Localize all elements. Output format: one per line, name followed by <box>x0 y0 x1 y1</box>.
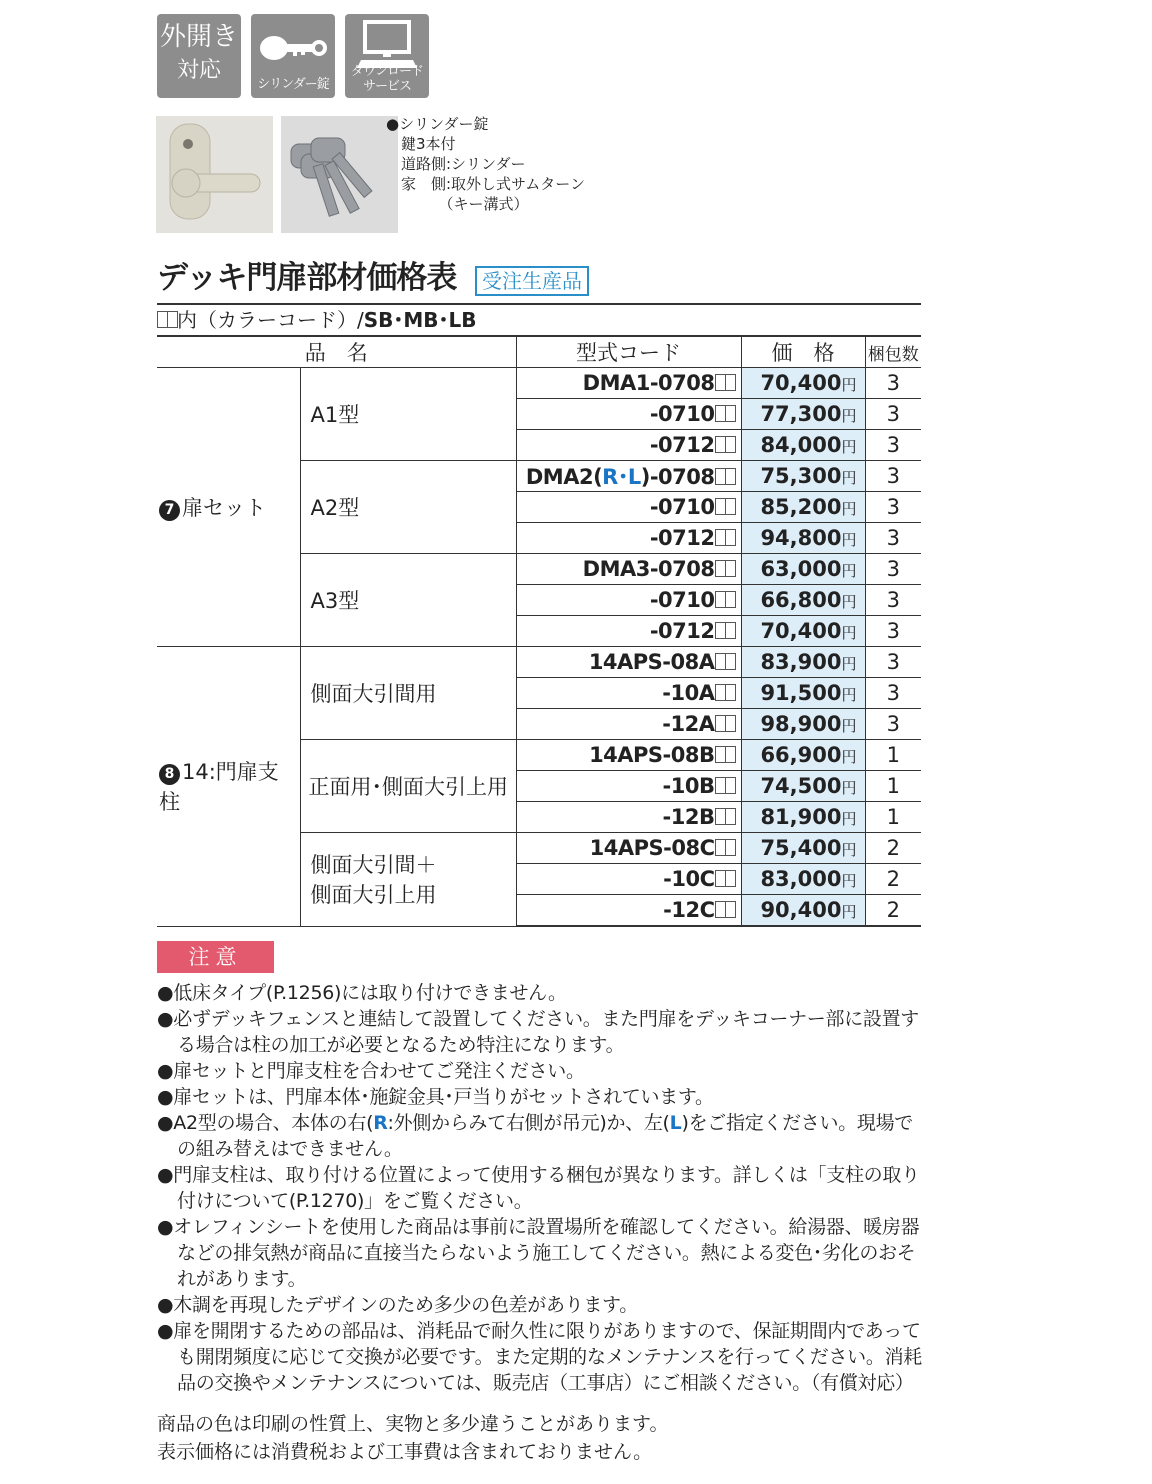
qty-cell: 2 <box>865 833 921 864</box>
qty-cell: 3 <box>865 368 921 399</box>
group-number: 7 <box>159 500 180 521</box>
outward-opening-badge <box>157 14 241 98</box>
header-name: 品 名 <box>157 336 516 368</box>
color-code-note <box>157 306 477 334</box>
color-codes: SB･MB･LB <box>363 308 477 332</box>
group-label: 14:門扉支柱 <box>159 760 279 815</box>
qty-cell: 2 <box>865 864 921 895</box>
price-cell: 85,200円 <box>741 492 865 523</box>
sub-both-line2: 側面大引上用 <box>310 883 437 908</box>
note-item: ●門扉支柱は、取り付ける位置によって使用する梱包が異なります。詳しくは「支柱の取り付けについて(P.1270)」をご覧ください。 <box>157 1164 920 1212</box>
price-cell: 84,000円 <box>741 430 865 461</box>
keys-photo <box>281 116 398 233</box>
price-cell: 83,900円 <box>741 647 865 678</box>
qty-cell: 3 <box>865 709 921 740</box>
model-code: -0710 <box>516 585 741 616</box>
table-header-row <box>157 336 921 368</box>
price-cell: 66,800円 <box>741 585 865 616</box>
model-code: -10B <box>516 771 741 802</box>
cylinder-lock-badge <box>251 14 335 98</box>
qty-cell: 3 <box>865 492 921 523</box>
note-item: ●木調を再現したデザインのため多少の色差があります。 <box>157 1294 638 1316</box>
group-gate-post <box>157 647 300 927</box>
model-code: -0710 <box>516 492 741 523</box>
spec-line: （キー溝式） <box>386 195 529 213</box>
sub-a2: A2型 <box>300 461 516 554</box>
price-cell: 94,800円 <box>741 523 865 554</box>
model-code: 14APS-08B <box>516 740 741 771</box>
spec-line: 家 側:取外し式サムターン <box>386 175 586 193</box>
note-item: ●必ずデッキフェンスと連結して設置してください。また門扉をデッキコーナー部に設置する場合は柱の加工が必要となるため特注になります。 <box>157 1008 920 1056</box>
model-code: -0712 <box>516 430 741 461</box>
qty-cell: 3 <box>865 554 921 585</box>
group-label: 扉セット <box>182 496 266 520</box>
spec-line: 道路側:シリンダー <box>386 155 526 173</box>
model-code: -12B <box>516 802 741 833</box>
sub-side: 側面大引間用 <box>300 647 516 740</box>
sub-both <box>300 833 516 927</box>
price-cell: 81,900円 <box>741 802 865 833</box>
model-code: -12A <box>516 709 741 740</box>
model-code: -0710 <box>516 399 741 430</box>
qty-cell: 3 <box>865 616 921 647</box>
caution-notes <box>157 980 925 1396</box>
download-service-badge <box>345 14 429 98</box>
price-cell: 70,400円 <box>741 616 865 647</box>
header-price: 価 格 <box>741 336 865 368</box>
model-code: -0712 <box>516 616 741 647</box>
model-code: -10C <box>516 864 741 895</box>
note-item: ●扉セットは、門扉本体･施錠金具･戸当りがセットされています。 <box>157 1086 714 1108</box>
note-item: ●A2型の場合、本体の右(R:外側からみて右側が吊元)か、左(L)をご指定ください。現場での組み替えはできません。 <box>157 1112 913 1160</box>
note-item: ●扉セットと門扉支柱を合わせてご発注ください。 <box>157 1060 585 1082</box>
sub-a3: A3型 <box>300 554 516 647</box>
lock-spec <box>386 114 585 214</box>
qty-cell: 3 <box>865 585 921 616</box>
outward-badge-line1: 外開き <box>159 22 238 52</box>
model-code: 14APS-08A <box>516 647 741 678</box>
made-to-order-tag: 受注生産品 <box>475 266 589 296</box>
model-code: DMA2(R･L)-0708 <box>516 461 741 492</box>
price-cell: 77,300円 <box>741 399 865 430</box>
download-badge-label <box>345 64 429 94</box>
qty-cell: 1 <box>865 802 921 833</box>
price-cell: 75,300円 <box>741 461 865 492</box>
qty-cell: 3 <box>865 678 921 709</box>
model-code: -12C <box>516 895 741 927</box>
model-code: -10A <box>516 678 741 709</box>
table-row <box>157 647 921 678</box>
price-cell: 63,000円 <box>741 554 865 585</box>
cylinder-badge-label: シリンダー錠 <box>257 77 329 92</box>
note-item: ●オレフィンシートを使用した商品は事前に設置場所を確認してください。給湯器、暖房器などの排気熱が商品に直接当たらないよう施工してください。熱による変色･劣化のおそれがあります。 <box>157 1216 920 1290</box>
model-code: -0712 <box>516 523 741 554</box>
qty-cell: 3 <box>865 523 921 554</box>
sub-a1: A1型 <box>300 368 516 461</box>
caution-label: 注意 <box>157 941 274 973</box>
price-cell: 98,900円 <box>741 709 865 740</box>
download-badge-line1: ダウンロード <box>350 64 423 79</box>
price-cell: 83,000円 <box>741 864 865 895</box>
color-note-prefix: 内（カラーコード）/ <box>177 308 364 332</box>
feature-badges <box>157 14 429 98</box>
download-badge-line2: サービス <box>362 79 411 94</box>
note-item: ●扉を開閉するための部品は、消耗品で耐久性に限りがありますので、保証期間内であっても開閉頻度に応じて交換が必要です。また定期的なメンテナンスを行ってください。消耗品の交換やメンテナンスについては、販売店（工事店）にご相談ください。（有償対応） <box>157 1320 922 1394</box>
footer-line: 商品の色は印刷の性質上、実物と多少違うことがあります。 <box>157 1413 669 1435</box>
qty-cell: 3 <box>865 430 921 461</box>
qty-cell: 3 <box>865 399 921 430</box>
sub-front: 正面用･側面大引上用 <box>300 740 516 833</box>
price-table <box>157 335 921 927</box>
outward-badge-line2: 対応 <box>176 58 221 83</box>
door-handle-photo <box>156 116 273 233</box>
note-item: ●低床タイプ(P.1256)には取り付けできません。 <box>157 982 567 1004</box>
model-code: DMA1-0708 <box>516 368 741 399</box>
title-rule <box>157 303 921 305</box>
qty-cell: 3 <box>865 461 921 492</box>
header-code: 型式コード <box>516 336 741 368</box>
header-qty: 梱包数 <box>865 336 921 368</box>
spec-line: ●シリンダー錠 <box>386 115 489 133</box>
spec-line: 鍵3本付 <box>386 135 456 153</box>
price-cell: 90,400円 <box>741 895 865 927</box>
key-icon <box>251 20 335 80</box>
price-cell: 66,900円 <box>741 740 865 771</box>
sub-both-line1: 側面大引間＋ <box>310 853 437 878</box>
footer-line: 表示価格には消費税および工事費は含まれておりません。 <box>157 1441 653 1463</box>
price-cell: 91,500円 <box>741 678 865 709</box>
model-code: 14APS-08C <box>516 833 741 864</box>
price-cell: 75,400円 <box>741 833 865 864</box>
page-title: デッキ門扉部材価格表 <box>157 260 457 296</box>
group-door-set <box>157 368 300 647</box>
qty-cell: 1 <box>865 740 921 771</box>
qty-cell: 1 <box>865 771 921 802</box>
price-cell: 70,400円 <box>741 368 865 399</box>
model-code: DMA3-0708 <box>516 554 741 585</box>
footer-notes <box>157 1410 668 1466</box>
qty-cell: 3 <box>865 647 921 678</box>
group-number: 8 <box>159 764 180 785</box>
price-cell: 74,500円 <box>741 771 865 802</box>
table-row <box>157 368 921 399</box>
qty-cell: 2 <box>865 895 921 927</box>
